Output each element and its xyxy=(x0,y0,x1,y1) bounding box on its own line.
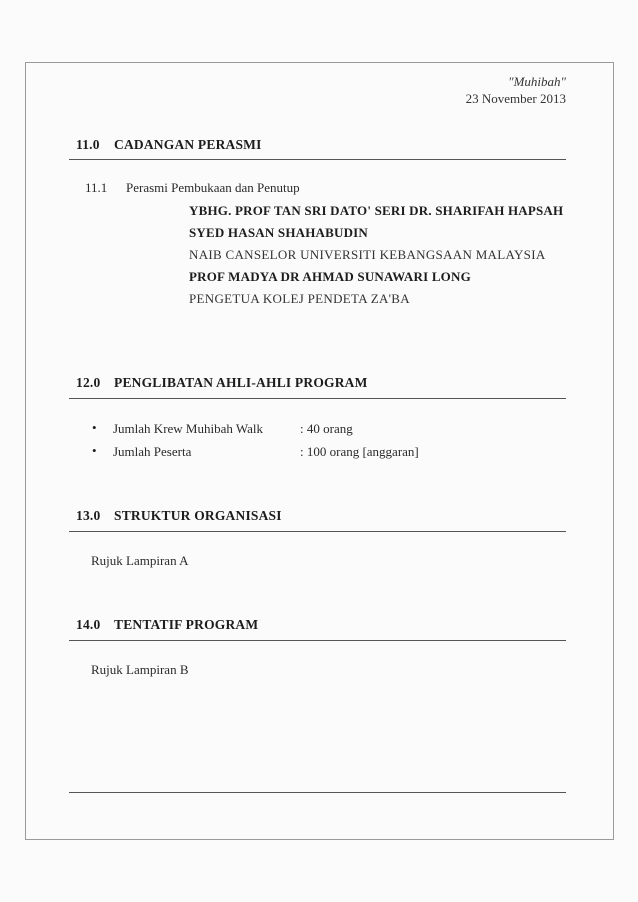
section-heading-12 xyxy=(76,375,368,391)
section-divider xyxy=(69,159,566,160)
section-title: STRUKTUR ORGANISASI xyxy=(114,508,282,523)
bullet-label: Jumlah Peserta xyxy=(113,444,192,459)
subitem-text: Perasmi Pembukaan dan Penutup xyxy=(126,180,300,195)
header-date: 23 November 2013 xyxy=(465,91,566,106)
section-heading-13 xyxy=(76,508,282,524)
officiator-position-2: PENGETUA KOLEJ PENDETA ZA'BA xyxy=(189,291,410,306)
section-title: TENTATIF PROGRAM xyxy=(114,617,259,632)
section-text: Rujuk Lampiran A xyxy=(91,553,189,568)
subitem-number: 11.1 xyxy=(85,180,108,195)
section-divider xyxy=(69,531,566,532)
bullet-label: Jumlah Krew Muhibah Walk xyxy=(113,421,263,436)
section-text: Rujuk Lampiran B xyxy=(91,662,189,677)
bullet-value: : 40 orang xyxy=(300,421,353,436)
officiator-position-1: NAIB CANSELOR UNIVERSITI KEBANGSAAN MALAYSIA xyxy=(189,247,546,262)
header-title: "Muhibah" xyxy=(508,74,566,89)
section-number: 12.0 xyxy=(76,375,101,390)
bullet-icon: • xyxy=(92,443,97,458)
footer-divider xyxy=(69,792,566,793)
officiator-name-line-2: SYED HASAN SHAHABUDIN xyxy=(189,225,369,240)
officiator-name-line-1: YBHG. PROF TAN SRI DATO' SERI DR. SHARIFAH HAPSAH xyxy=(189,203,564,218)
section-heading-11 xyxy=(76,137,262,153)
bullet-value: : 100 orang [anggaran] xyxy=(300,444,419,459)
bullet-icon: • xyxy=(92,420,97,435)
section-title: CADANGAN PERASMI xyxy=(114,137,262,152)
section-number: 13.0 xyxy=(76,508,101,523)
section-divider xyxy=(69,640,566,641)
section-number: 14.0 xyxy=(76,617,101,632)
section-heading-14 xyxy=(76,617,258,633)
section-title: PENGLIBATAN AHLI-AHLI PROGRAM xyxy=(114,375,368,390)
section-number: 11.0 xyxy=(76,137,100,152)
section-divider xyxy=(69,398,566,399)
officiator-name-2: PROF MADYA DR AHMAD SUNAWARI LONG xyxy=(189,269,471,284)
